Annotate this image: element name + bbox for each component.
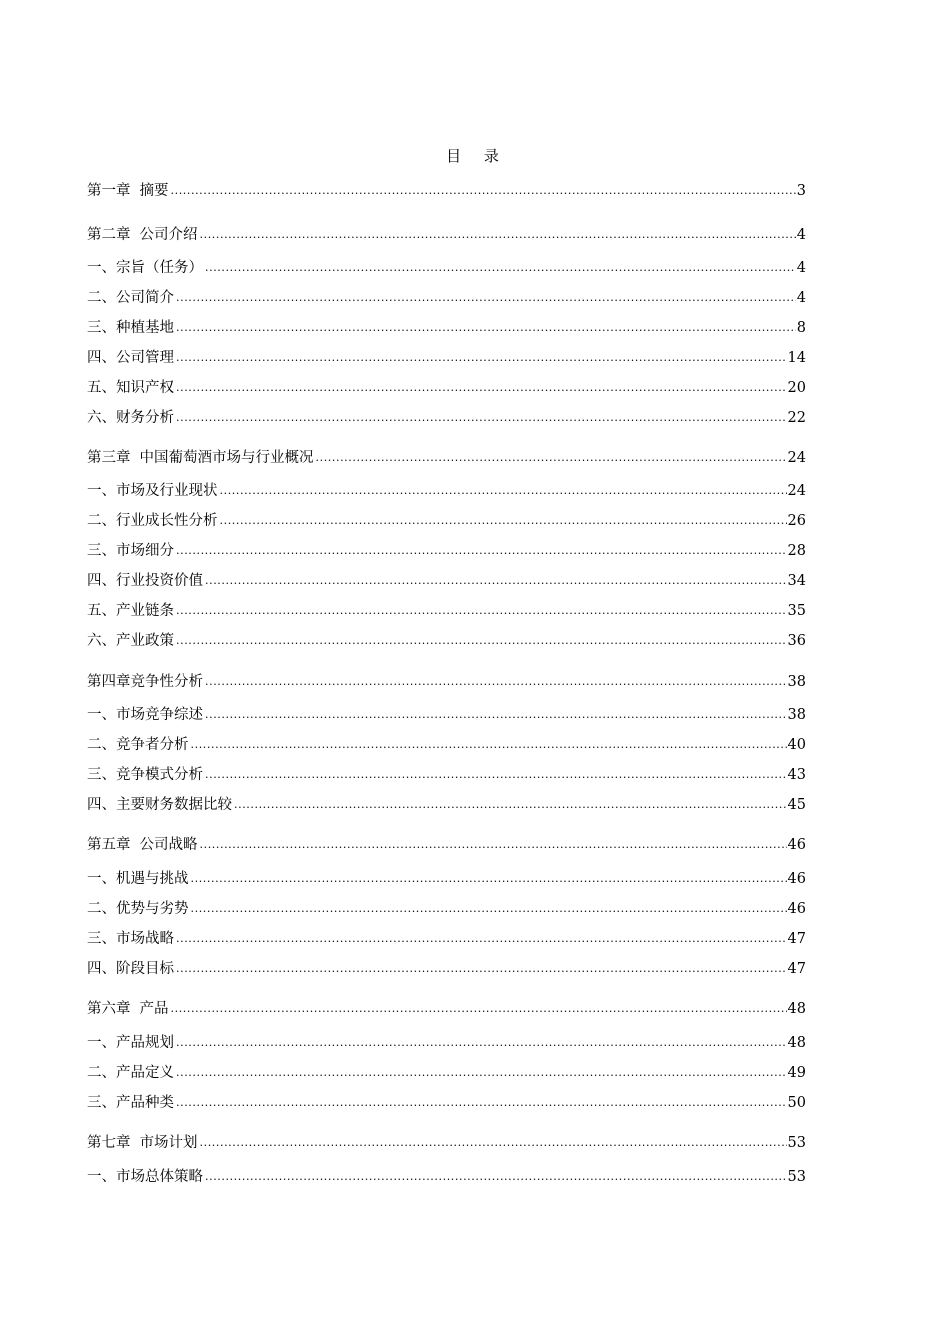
- toc-section-entry[interactable]: [87, 1033, 806, 1053]
- toc-entry-label: [87, 541, 174, 561]
- toc-entry-label: [87, 571, 203, 591]
- toc-entry-number: 六、: [87, 633, 116, 649]
- toc-section-entry[interactable]: [87, 348, 806, 368]
- toc-entry-number: 四、: [87, 961, 116, 977]
- toc-entry-number: 第三章: [87, 450, 131, 466]
- toc-entry-number: 二、: [87, 737, 116, 753]
- toc-entry-label: [87, 1033, 174, 1053]
- toc-entry-number: 四、: [87, 350, 116, 366]
- toc-dot-leader: [205, 1167, 787, 1187]
- toc-entry-title: 公司管理: [116, 350, 174, 366]
- toc-section-entry[interactable]: [87, 511, 806, 531]
- toc-entry-label: [87, 999, 169, 1019]
- toc-entry-number: 三、: [87, 1095, 116, 1111]
- toc-chapter-entry[interactable]: [87, 181, 806, 201]
- toc-dot-leader: [205, 765, 787, 785]
- toc-entry-label: [87, 735, 189, 755]
- toc-page-number: 35: [787, 603, 806, 619]
- toc-entry-label: [87, 899, 189, 919]
- toc-entry-label: [87, 929, 174, 949]
- toc-entry-label: [87, 1167, 203, 1187]
- toc-entry-label: [87, 481, 218, 501]
- toc-entry-label: [87, 795, 232, 815]
- toc-entry-title: 市场计划: [139, 1135, 198, 1151]
- toc-entry-title: 种植基地: [116, 320, 174, 336]
- toc-entry-title: 产品种类: [116, 1095, 174, 1111]
- toc-page-number: 14: [787, 350, 806, 366]
- toc-entry-label: [87, 1133, 198, 1153]
- toc-entry-label: [87, 631, 174, 651]
- toc-dot-leader: [205, 258, 796, 278]
- toc-page-number: 34: [787, 573, 806, 589]
- toc-entry-label: [87, 511, 218, 531]
- toc-dot-leader: [171, 181, 796, 201]
- toc-page-number: 3: [796, 183, 806, 199]
- toc-page-number: 4: [796, 260, 806, 276]
- toc-entry-number: 一、: [87, 871, 116, 887]
- toc-page-number: 53: [787, 1169, 806, 1185]
- toc-dot-leader: [176, 378, 787, 398]
- toc-page-number: 40: [787, 737, 806, 753]
- toc-section-entry[interactable]: [87, 1093, 806, 1113]
- toc-dot-leader: [176, 288, 796, 308]
- toc-page-number: 45: [787, 797, 806, 813]
- toc-dot-leader: [205, 672, 787, 692]
- toc-page-number: 43: [787, 767, 806, 783]
- toc-chapter-entry[interactable]: [87, 999, 806, 1019]
- toc-entry-number: 第五章: [87, 837, 131, 853]
- toc-entry-label: [87, 869, 189, 889]
- toc-entry-title: 宗旨（任务）: [116, 260, 203, 276]
- toc-dot-leader: [171, 999, 787, 1019]
- toc-dot-leader: [205, 705, 787, 725]
- toc-entry-title: 产品: [139, 1001, 169, 1017]
- toc-entry-label: [87, 835, 198, 855]
- toc-dot-leader: [200, 225, 796, 245]
- toc-dot-leader: [176, 541, 787, 561]
- toc-entry-number: 三、: [87, 320, 116, 336]
- toc-dot-leader: [176, 1063, 787, 1083]
- toc-dot-leader: [205, 571, 787, 591]
- toc-section-entry[interactable]: [87, 1063, 806, 1083]
- toc-page-number: 8: [796, 320, 806, 336]
- toc-entry-title: 产业政策: [116, 633, 174, 649]
- toc-entry-title: 竞争模式分析: [116, 767, 203, 783]
- toc-page-number: 38: [787, 674, 806, 690]
- toc-page-number: 49: [787, 1065, 806, 1081]
- toc-page-number: 4: [796, 227, 806, 243]
- toc-page-number: 46: [787, 901, 806, 917]
- toc-page-number: 46: [787, 837, 806, 853]
- toc-section-entry[interactable]: [87, 378, 806, 398]
- toc-page-number: 47: [787, 961, 806, 977]
- toc-dot-leader: [176, 959, 787, 979]
- toc-section-entry[interactable]: [87, 288, 806, 308]
- toc-chapter-entry[interactable]: [87, 672, 806, 692]
- toc-dot-leader: [200, 1133, 787, 1153]
- toc-entry-number: 三、: [87, 931, 116, 947]
- toc-entry-title: 竞争者分析: [116, 737, 189, 753]
- toc-dot-leader: [200, 835, 787, 855]
- toc-entry-number: 第二章: [87, 227, 131, 243]
- toc-chapter-entry[interactable]: [87, 1133, 806, 1153]
- toc-entry-number: 第一章: [87, 183, 131, 199]
- toc-entry-label: [87, 258, 203, 278]
- toc-dot-leader: [191, 869, 787, 889]
- toc-chapter-entry[interactable]: [87, 225, 806, 245]
- toc-page-number: 38: [787, 707, 806, 723]
- toc-page-number: 47: [787, 931, 806, 947]
- toc-entry-label: [87, 288, 174, 308]
- toc-entry-title: 公司简介: [116, 290, 174, 306]
- toc-entry-label: [87, 318, 174, 338]
- toc-entry-label: [87, 765, 203, 785]
- toc-dot-leader: [176, 631, 787, 651]
- toc-dot-leader: [176, 408, 787, 428]
- toc-page-number: 36: [787, 633, 806, 649]
- toc-entry-number: 二、: [87, 1065, 116, 1081]
- toc-entry-number: 二、: [87, 901, 116, 917]
- toc-dot-leader: [176, 318, 796, 338]
- toc-entry-number: 四、: [87, 797, 116, 813]
- toc-entry-number: 五、: [87, 380, 116, 396]
- toc-section-entry[interactable]: [87, 481, 806, 501]
- toc-dot-leader: [176, 1093, 787, 1113]
- toc-section-entry[interactable]: [87, 541, 806, 561]
- toc-entry-title: 优势与劣势: [116, 901, 189, 917]
- toc-section-entry[interactable]: [87, 795, 806, 815]
- toc-entry-label: [87, 1093, 174, 1113]
- toc-section-entry[interactable]: [87, 571, 806, 591]
- toc-entry-label: [87, 672, 203, 692]
- toc-entry-title: 竞争性分析: [130, 674, 203, 690]
- toc-entry-title: 市场细分: [116, 543, 174, 559]
- toc-title: 目 录: [446, 147, 508, 165]
- toc-chapter-entry[interactable]: [87, 448, 806, 468]
- toc-entry-number: 二、: [87, 290, 116, 306]
- toc-entry-number: 一、: [87, 707, 116, 723]
- toc-entry-number: 六、: [87, 410, 116, 426]
- toc-entry-title: 市场战略: [116, 931, 174, 947]
- toc-entry-title: 市场竞争综述: [116, 707, 203, 723]
- toc-entry-title: 机遇与挑战: [116, 871, 189, 887]
- toc-entry-number: 三、: [87, 767, 116, 783]
- toc-page-number: 26: [787, 513, 806, 529]
- toc-entry-label: [87, 408, 174, 428]
- toc-dot-leader: [176, 601, 787, 621]
- toc-entry-title: 产品规划: [116, 1035, 174, 1051]
- toc-entry-number: 一、: [87, 483, 116, 499]
- toc-entry-label: [87, 378, 174, 398]
- toc-entry-title: 产品定义: [116, 1065, 174, 1081]
- toc-section-entry[interactable]: [87, 1167, 806, 1187]
- toc-entry-title: 公司战略: [139, 837, 198, 853]
- toc-section-entry[interactable]: [87, 959, 806, 979]
- toc-dot-leader: [191, 899, 787, 919]
- toc-page-number: 28: [787, 543, 806, 559]
- toc-section-entry[interactable]: [87, 869, 806, 889]
- toc-section-entry[interactable]: [87, 929, 806, 949]
- toc-dot-leader: [191, 735, 787, 755]
- toc-entry-label: [87, 225, 198, 245]
- toc-section-entry[interactable]: [87, 735, 806, 755]
- toc-page-number: 50: [787, 1095, 806, 1111]
- toc-entry-number: 第六章: [87, 1001, 131, 1017]
- toc-entry-title: 主要财务数据比较: [116, 797, 232, 813]
- toc-entry-number: 三、: [87, 543, 116, 559]
- toc-entry-title: 中国葡萄酒市场与行业概况: [139, 450, 314, 466]
- toc-page-number: 24: [787, 450, 806, 466]
- toc-section-entry[interactable]: [87, 258, 806, 278]
- toc-entry-title: 公司介绍: [139, 227, 198, 243]
- toc-entry-title: 行业投资价值: [116, 573, 203, 589]
- toc-section-entry[interactable]: [87, 318, 806, 338]
- toc-page-number: 20: [787, 380, 806, 396]
- toc-section-entry[interactable]: [87, 899, 806, 919]
- toc-entry-title: 市场及行业现状: [116, 483, 218, 499]
- toc-entry-label: [87, 1063, 174, 1083]
- toc-entry-label: [87, 705, 203, 725]
- toc-section-entry[interactable]: [87, 705, 806, 725]
- toc-entry-label: [87, 448, 314, 468]
- toc-entry-number: 一、: [87, 1035, 116, 1051]
- toc-section-entry[interactable]: [87, 631, 806, 651]
- toc-entry-title: 知识产权: [116, 380, 174, 396]
- toc-page-number: 46: [787, 871, 806, 887]
- toc-entry-title: 产业链条: [116, 603, 174, 619]
- toc-page-number: 48: [787, 1001, 806, 1017]
- toc-entry-number: 五、: [87, 603, 116, 619]
- toc-section-entry[interactable]: [87, 408, 806, 428]
- toc-section-entry[interactable]: [87, 765, 806, 785]
- toc-dot-leader: [176, 1033, 787, 1053]
- toc-page-number: 24: [787, 483, 806, 499]
- toc-entry-number: 二、: [87, 513, 116, 529]
- toc-section-entry[interactable]: [87, 601, 806, 621]
- toc-entry-title: 财务分析: [116, 410, 174, 426]
- toc-entry-title: 行业成长性分析: [116, 513, 218, 529]
- toc-page-number: 22: [787, 410, 806, 426]
- toc-page-number: 53: [787, 1135, 806, 1151]
- toc-entry-number: 一、: [87, 1169, 116, 1185]
- toc-entry-title: 阶段目标: [116, 961, 174, 977]
- toc-dot-leader: [220, 481, 787, 501]
- toc-entry-label: [87, 181, 169, 201]
- toc-dot-leader: [176, 348, 787, 368]
- toc-dot-leader: [234, 795, 787, 815]
- toc-entry-number: 第七章: [87, 1135, 131, 1151]
- toc-entry-label: [87, 348, 174, 368]
- toc-page-number: 4: [796, 290, 806, 306]
- toc-entry-label: [87, 959, 174, 979]
- toc-chapter-entry[interactable]: [87, 835, 806, 855]
- toc-page-number: 48: [787, 1035, 806, 1051]
- toc-dot-leader: [220, 511, 787, 531]
- toc-entry-number: 一、: [87, 260, 116, 276]
- toc-entry-title: 摘要: [139, 183, 169, 199]
- toc-entry-number: 第四章: [87, 674, 131, 690]
- toc-entry-title: 市场总体策略: [116, 1169, 203, 1185]
- toc-dot-leader: [316, 448, 787, 468]
- toc-entry-label: [87, 601, 174, 621]
- toc-dot-leader: [176, 929, 787, 949]
- toc-entry-number: 四、: [87, 573, 116, 589]
